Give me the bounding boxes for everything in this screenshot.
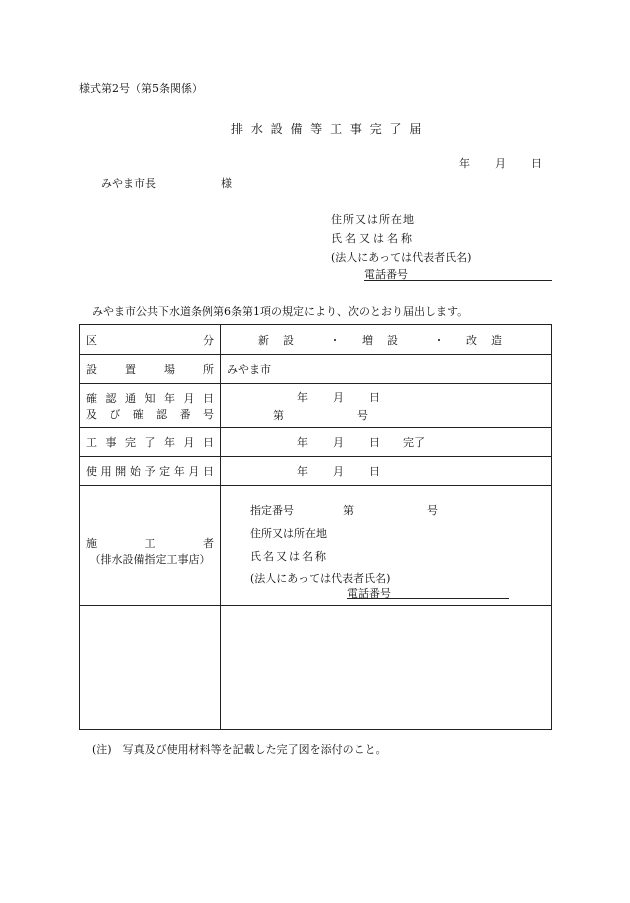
contractor-dai: 第 bbox=[343, 503, 354, 517]
kubun-label: 区 分 bbox=[86, 333, 214, 347]
contractor-sublabel: （排水設備指定工事店） bbox=[89, 552, 211, 566]
confirm-day: 日 bbox=[369, 390, 380, 404]
footnote: (注) 写真及び使用材料等を記載した完了図を添付のこと。 bbox=[92, 743, 387, 756]
addressee-name: みやま市長 bbox=[101, 177, 156, 190]
blank-label-cell bbox=[80, 606, 221, 730]
option-sep-1: ・ bbox=[329, 333, 341, 347]
applicant-address-label: 住所又は所在地 bbox=[331, 213, 415, 226]
row-confirm bbox=[80, 384, 552, 428]
completion-suffix: 完了 bbox=[403, 436, 425, 449]
confirm-dai: 第 bbox=[273, 408, 284, 422]
start-year: 年 bbox=[297, 465, 308, 478]
contractor-phone-line bbox=[347, 585, 509, 599]
location-value[interactable]: みやま市 bbox=[227, 363, 271, 376]
contractor-label: 施 工 者 bbox=[86, 536, 214, 550]
completion-values[interactable] bbox=[221, 434, 551, 450]
row-blank bbox=[80, 606, 552, 730]
confirm-values[interactable] bbox=[221, 386, 551, 426]
date-month: 月 bbox=[495, 157, 506, 170]
option-sep-2: ・ bbox=[433, 333, 445, 347]
completion-day: 日 bbox=[369, 436, 380, 449]
completion-year: 年 bbox=[297, 436, 308, 449]
blank-value-cell[interactable] bbox=[221, 606, 552, 730]
form-table bbox=[79, 324, 552, 730]
option-modify[interactable]: 改造 bbox=[466, 333, 516, 347]
confirm-label-1: 確 認 通 知 年 月 日 bbox=[86, 391, 214, 405]
applicant-name-label: 氏名又は名称 bbox=[331, 232, 415, 245]
form-number: 様式第2号（第5条関係） bbox=[79, 82, 203, 95]
row-location bbox=[80, 355, 552, 384]
intro-text: みやま市公共下水道条例第6条第1項の規定により、次のとおり届出します。 bbox=[92, 305, 469, 318]
row-completion bbox=[80, 428, 552, 457]
completion-month: 月 bbox=[333, 436, 344, 449]
addressee-honorific: 様 bbox=[221, 177, 232, 190]
row-contractor bbox=[80, 486, 552, 606]
start-label: 使 用 開 始 予 定 年 月 日 bbox=[86, 465, 214, 478]
contractor-name-label: 氏名又は名称 bbox=[250, 549, 328, 563]
start-month: 月 bbox=[333, 465, 344, 478]
start-day: 日 bbox=[369, 465, 380, 478]
row-start bbox=[80, 457, 552, 486]
confirm-label-2: 及 び 確 認 番 号 bbox=[86, 407, 214, 421]
confirm-month: 月 bbox=[333, 390, 344, 404]
option-expand[interactable]: 増設 bbox=[362, 333, 412, 347]
contractor-address-label: 住所又は所在地 bbox=[250, 526, 327, 540]
confirm-go: 号 bbox=[357, 408, 368, 422]
contractor-corp-note: (法人にあっては代表者氏名) bbox=[250, 571, 391, 585]
applicant-corp-note: (法人にあっては代表者氏名) bbox=[331, 251, 472, 264]
applicant-phone-line bbox=[364, 266, 552, 281]
date-year: 年 bbox=[459, 157, 470, 170]
option-new[interactable]: 新設 bbox=[258, 333, 308, 347]
completion-label: 工 事 完 了 年 月 日 bbox=[86, 436, 214, 449]
start-values[interactable] bbox=[221, 463, 551, 479]
date-day: 日 bbox=[531, 157, 542, 170]
form-title: 排 水 設 備 等 工 事 完 了 届 bbox=[231, 122, 424, 136]
row-kubun bbox=[80, 325, 552, 355]
contractor-go: 号 bbox=[427, 503, 438, 517]
confirm-year: 年 bbox=[297, 390, 308, 404]
kubun-options bbox=[221, 332, 551, 348]
contractor-phone-label: 電話番号 bbox=[347, 586, 391, 600]
contractor-values[interactable] bbox=[221, 487, 551, 605]
contractor-designated-no: 指定番号 bbox=[250, 503, 294, 517]
applicant-phone-label: 電話番号 bbox=[364, 268, 408, 281]
location-label: 設 置 場 所 bbox=[86, 363, 214, 376]
